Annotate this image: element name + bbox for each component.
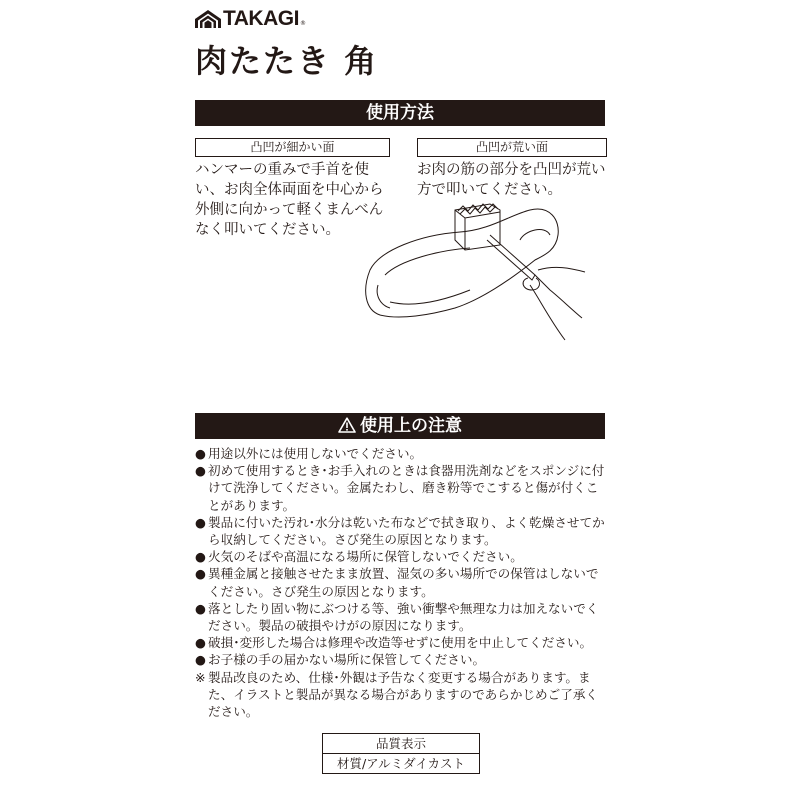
caution-item: ● 用途以外には使用しないでください。 (195, 446, 423, 461)
fine-side-label: 凸凹が細かい面 (195, 138, 390, 157)
bullet-icon: ● (195, 514, 206, 530)
usage-section-header: 使用方法 (195, 100, 605, 126)
bullet-icon: ● (195, 652, 206, 668)
caution-item: ● 破損･変形した場合は修理や改造等せずに使用を中止してください。 (195, 635, 593, 651)
bullet-icon: ● (195, 600, 206, 616)
bullet-icon: ● (195, 446, 206, 461)
product-label-page (195, 0, 605, 800)
caution-item: ● 初めて使用するとき･お手入れのときは食器用洗剤などをスポンジに付けて洗浄してください。金属たわし、磨き粉等でこすると傷が付くことがあります。 (195, 463, 605, 513)
coarse-side-description: お肉の筋の部分を凸凹が荒い方で叩いてください。 (417, 162, 606, 198)
brand-name: TAKAGI (223, 7, 299, 30)
warning-triangle-icon (338, 417, 356, 433)
quality-label-header: 品質表示 (375, 736, 426, 751)
reference-mark-icon: ※ (195, 669, 206, 685)
meat-tenderizer-illustration (360, 190, 600, 355)
caution-item: ● 製品に付いた汚れ･水分は乾いた布などで拭き取り、よく乾燥させてから収納してください。さび発生の原因となります。 (195, 514, 605, 548)
bullet-icon: ● (195, 566, 206, 582)
fine-side-description: ハンマーの重みで手首を使い、お肉全体両面を中心から外側に向かって軽くまんべんなく叩いてください。 (195, 162, 384, 238)
bullet-icon: ● (195, 463, 206, 479)
product-title: 肉たたき 角 (195, 42, 379, 80)
caution-header-text: 使用上の注意 (360, 416, 462, 436)
caution-item: ● 火気のそばや高温になる場所に保管しないでください。 (195, 549, 523, 565)
house-logo-icon (195, 10, 221, 28)
disclaimer-note: ※ 製品改良のため、仕様･外観は予告なく変更する場合があります。また、イラストと製品が異なる場合がありますのであらかじめご了承ください。 (195, 669, 599, 720)
caution-item: ● 落としたり固い物にぶつける等、強い衝撃や無理な力は加えないでください。製品の破損やけがの原因になります。 (195, 600, 599, 634)
bullet-icon: ● (195, 635, 206, 651)
caution-section-header (195, 413, 605, 439)
caution-list (195, 445, 607, 720)
coarse-side-label: 凸凹が荒い面 (417, 138, 607, 157)
caution-item: ● 異種金属と接触させたまま放置、湿気の多い場所での保管はしないでください。さび発生の原因となります。 (195, 566, 599, 599)
brand-logo (195, 8, 306, 30)
caution-item: ● お子様の手の届かない場所に保管してください。 (195, 652, 486, 668)
registered-mark: ® (299, 20, 306, 27)
material-value: 材質/アルミダイカスト (323, 753, 479, 773)
bullet-icon: ● (195, 549, 206, 565)
quality-label-table (322, 733, 480, 774)
